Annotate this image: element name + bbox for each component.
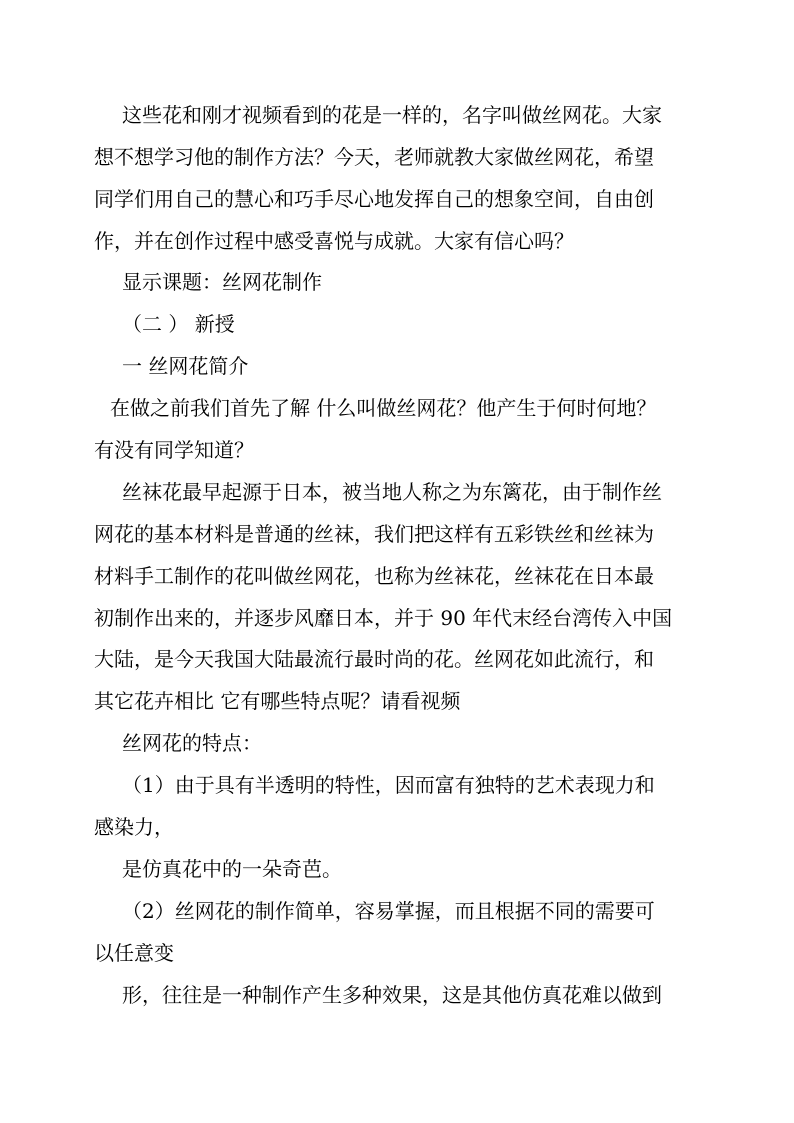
text-line: 有没有同学知道？ [94, 438, 254, 462]
text-line: 丝袜花最早起源于日本，被当地人称之为东篱花，由于制作丝 [122, 480, 662, 504]
section-heading: （二 ） 新授 [122, 312, 235, 336]
text-line: 这些花和刚才视频看到的花是一样的，名字叫做丝网花。大家 [122, 103, 662, 127]
text-line: 作，并在创作过程中感受喜悦与成就。大家有信心吗？ [94, 229, 574, 253]
text-line: 以任意变 [94, 941, 174, 965]
list-item: （1）由于具有半透明的特性，因而富有独特的艺术表现力和 [122, 773, 655, 797]
text-line: 想不想学习他的制作方法？今天，老师就教大家做丝网花，希望 [94, 145, 654, 169]
text-line: 材料手工制作的花叫做丝网花，也称为丝袜花，丝袜花在日本最 [94, 564, 654, 588]
text-line: 形，往往是一种制作产生多种效果，这是其他仿真花难以做到 [122, 983, 662, 1007]
text-line: 是仿真花中的一朵奇芭。 [122, 857, 342, 881]
list-item: （2）丝网花的制作简单，容易掌握，而且根据不同的需要可 [122, 899, 655, 923]
text-line: 初制作出来的，并逐步风靡日本，并于 90 年代末经台湾传入中国 [94, 606, 673, 630]
text-line: 其它花卉相比 它有哪些特点呢？请看视频 [94, 689, 461, 713]
text-line: 大陆，是今天我国大陆最流行最时尚的花。丝网花如此流行，和 [94, 647, 654, 671]
text-line: 显示课题：丝网花制作 [122, 270, 322, 294]
text-line: 丝网花的特点： [122, 731, 262, 755]
text-line: 同学们用自己的慧心和巧手尽心地发挥自己的想象空间，自由创 [94, 187, 654, 211]
text-line: 在做之前我们首先了解 什么叫做丝网花？他产生于何时何地？ [110, 396, 657, 420]
text-line: 网花的基本材料是普通的丝袜，我们把这样有五彩铁丝和丝袜为 [94, 522, 654, 546]
text-line: 感染力， [94, 815, 174, 839]
section-heading: 一 丝网花简介 [122, 354, 249, 378]
